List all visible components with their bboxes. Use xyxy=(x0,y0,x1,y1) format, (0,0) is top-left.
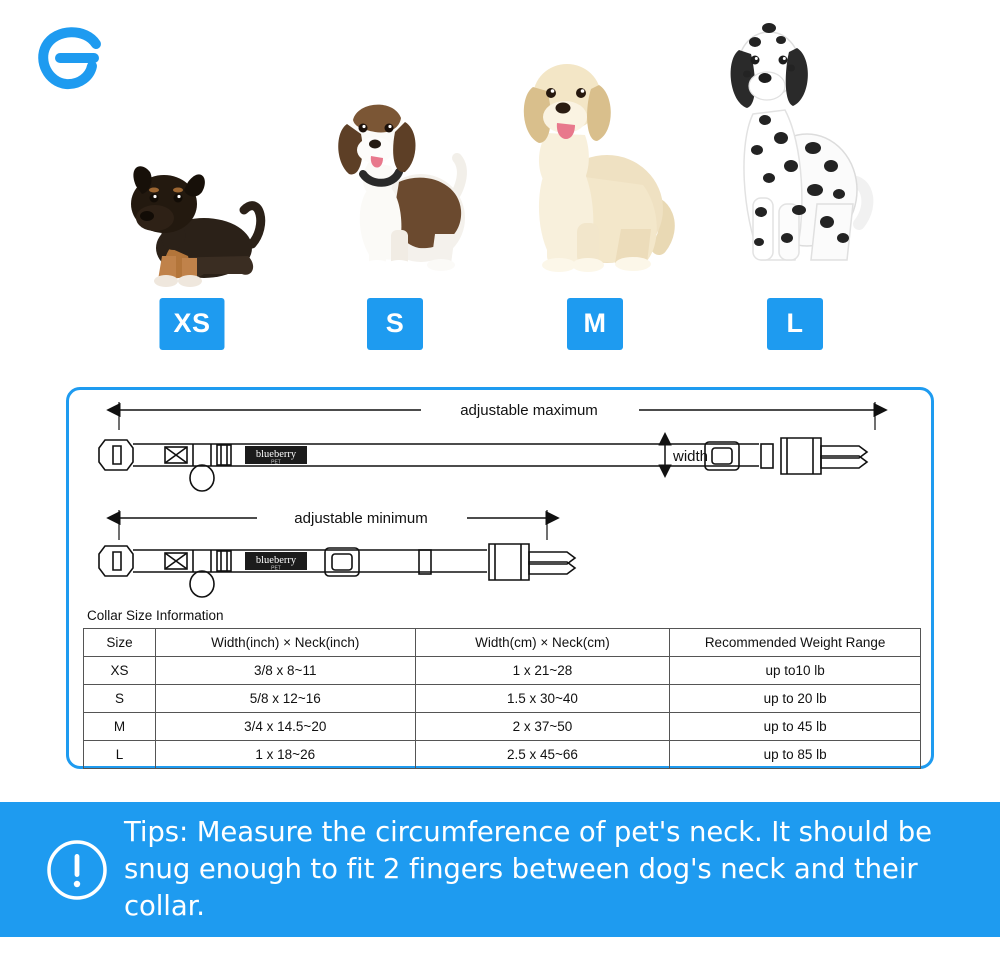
svg-text:PET: PET xyxy=(271,565,281,572)
collar-brand-sub: PET xyxy=(271,459,281,466)
cell-cm: 1.5 x 30~40 xyxy=(415,685,670,713)
table-row xyxy=(84,657,921,685)
cell-size: S xyxy=(84,685,156,713)
dog-cell-m xyxy=(495,2,695,350)
puppy-black-tan-photo xyxy=(92,98,292,288)
dog-cell-xs xyxy=(92,2,292,350)
cell-size: L xyxy=(84,741,156,769)
adjustable-minimum-label: adjustable minimum xyxy=(294,510,428,527)
exclamation-circle-icon xyxy=(46,839,108,901)
column-header-inch: Width(inch) × Neck(inch) xyxy=(155,629,415,657)
column-header-size: Size xyxy=(84,629,156,657)
cell-weight: up to 45 lb xyxy=(670,713,921,741)
cell-size: M xyxy=(84,713,156,741)
cell-size: XS xyxy=(84,657,156,685)
golden-retriever-photo xyxy=(495,13,695,288)
adjustable-maximum-label: adjustable maximum xyxy=(460,402,598,419)
dog-cell-s xyxy=(295,2,495,350)
cell-weight: up to 85 lb xyxy=(670,741,921,769)
collar-size-table-wrap xyxy=(83,606,921,769)
dalmatian-photo xyxy=(695,0,895,288)
table-caption: Collar Size Information xyxy=(87,608,224,623)
column-header-cm: Width(cm) × Neck(cm) xyxy=(415,629,670,657)
tips-text: Tips: Measure the circumference of pet's neck. It should be snug enough to fit 2 fingers between dog's neck and their collar. xyxy=(124,815,932,923)
cell-weight: up to 20 lb xyxy=(670,685,921,713)
collar-diagram xyxy=(69,390,931,610)
width-label: width xyxy=(673,448,709,465)
dog-size-row xyxy=(110,0,990,350)
cell-inch: 1 x 18~26 xyxy=(155,741,415,769)
cell-cm: 2.5 x 45~66 xyxy=(415,741,670,769)
cell-inch: 3/8 x 8~11 xyxy=(155,657,415,685)
table-row xyxy=(84,713,921,741)
size-badge-m: M xyxy=(567,298,623,350)
size-badge-l: L xyxy=(767,298,823,350)
cell-inch: 3/4 x 14.5~20 xyxy=(155,713,415,741)
table-row xyxy=(84,741,921,769)
svg-text:blueberry: blueberry xyxy=(255,555,297,566)
table-row xyxy=(84,685,921,713)
collar-size-table xyxy=(83,606,921,769)
collar-measurement-panel xyxy=(66,387,934,769)
beagle-photo xyxy=(295,58,495,288)
collar-brand-tag: blueberry xyxy=(255,449,297,460)
column-header-weight: Recommended Weight Range xyxy=(670,629,921,657)
cell-weight: up to10 lb xyxy=(670,657,921,685)
table-header-row xyxy=(84,629,921,657)
size-badge-xs: XS xyxy=(159,298,224,350)
dog-cell-l xyxy=(695,2,895,350)
size-badge-s: S xyxy=(367,298,423,350)
cell-inch: 5/8 x 12~16 xyxy=(155,685,415,713)
cell-cm: 1 x 21~28 xyxy=(415,657,670,685)
cell-cm: 2 x 37~50 xyxy=(415,713,670,741)
tips-banner xyxy=(0,802,1000,937)
